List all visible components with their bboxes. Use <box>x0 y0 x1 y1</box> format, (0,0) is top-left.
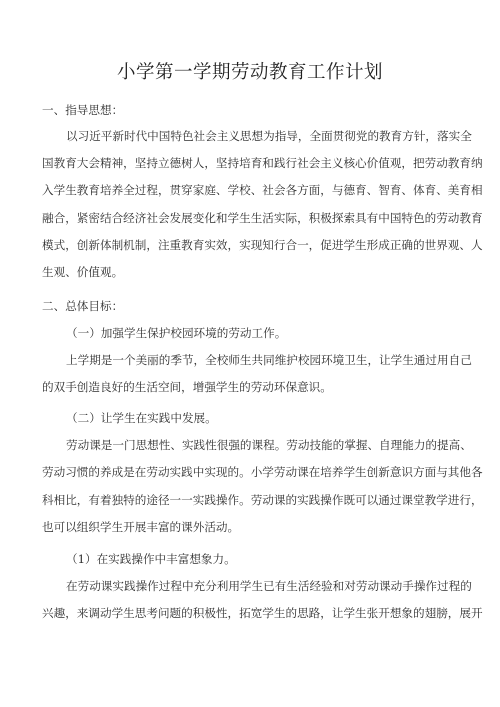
paragraph-line: 入学生教育培养全过程，贯穿家庭、学校、社会各方面，与德育、智育、体育、美育相 <box>42 183 483 197</box>
paragraph-line: 兴趣，来调动学生思考问题的积极性，拓宽学生的思路，让学生张开想象的翅膀，展开 <box>42 606 483 620</box>
paragraph-line: 也可以组织学生开展丰富的课外活动。 <box>42 520 240 534</box>
section-heading-guiding-ideology: 一、指导思想： <box>42 103 124 117</box>
paragraph-line: 劳动课是一门思想性、实践性很强的课程。劳动技能的掌握、自理能力的提高、 <box>66 438 472 452</box>
document-title: 小学第一学期劳动教育工作计划 <box>116 62 383 83</box>
paragraph-line: 以习近平新时代中国特色社会主义思想为指导，全面贯彻党的教育方针，落实全 <box>66 129 472 143</box>
section-heading-overall-goals: 二、总体目标： <box>42 299 124 313</box>
paragraph-line: 国教育大会精神，坚持立德树人，坚持培育和践行社会主义核心价值观，把劳动教育纳 <box>42 156 483 170</box>
paragraph-line: 融合，紧密结合经济社会发展变化和学生生活实际，积极探索具有中国特色的劳动教育 <box>42 211 483 225</box>
subheading-1: （一）加强学生保护校园环境的劳动工作。 <box>66 326 287 340</box>
paragraph-line: 劳动习惯的养成是在劳动实践中实现的。小学劳动课在培养学生创新意识方面与其他各 <box>42 465 483 479</box>
paragraph-line: 模式，创新体制机制，注重教育实效，实现知行合一，促进学生形成正确的世界观、人 <box>42 238 483 252</box>
paragraph-line: 科相比，有着独特的途径一一实践操作。劳动课的实践操作既可以通过课堂教学进行， <box>42 493 483 507</box>
paragraph-line: 上学期是一个美丽的季节，全校师生共同维护校园环境卫生，让学生通过用自己 <box>66 353 472 367</box>
paragraph-line: 生观、价值观。 <box>42 265 124 279</box>
subheading-2: （二）让学生在实践中发展。 <box>66 411 217 425</box>
paragraph-line: 的双手创造良好的生活空间，增强学生的劳动环保意识。 <box>42 380 332 394</box>
subheading-2-1: （1）在实践操作中丰富想象力。 <box>66 552 236 566</box>
paragraph-line: 在劳动课实践操作过程中充分利用学生已有生活经验和对劳动课动手操作过程的 <box>66 579 472 593</box>
